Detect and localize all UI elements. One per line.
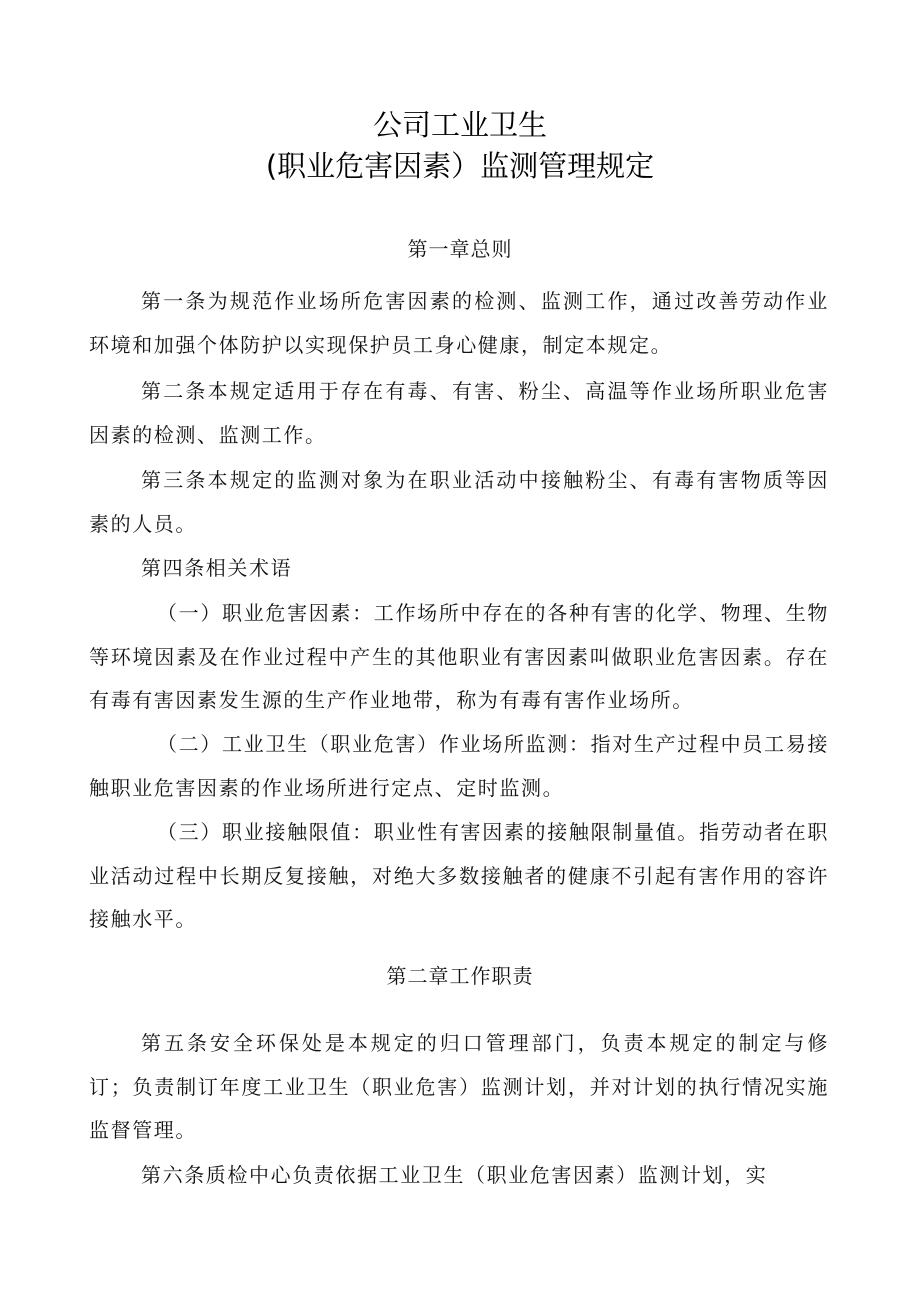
- term-3: （三）职业接触限值：职业性有害因素的接触限制量值。指劳动者在职业活动过程中长期反复接触，对绝大多数接触者的健康不引起有害作用的容许接触水平。: [89, 820, 829, 931]
- article-5: 第五条安全环保处是本规定的归口管理部门，负责本规定的制定与修订；负责制订年度工业卫生（职业危害）监测计划，并对计划的执行情况实施监督管理。: [89, 1031, 829, 1142]
- document-title-line2: (职业危害因素）监测管理规定: [265, 149, 655, 183]
- term-1: （一）职业危害因素：工作场所中存在的各种有害的化学、物理、生物等环境因素及在作业过程中产生的其他职业有害因素叫做职业危害因素。存在有毒有害因素发生源的生产作业地带，称为有毒有害作业场所。: [89, 601, 829, 712]
- article-1: 第一条为规范作业场所危害因素的检测、监测工作，通过改善劳动作业环境和加强个体防护以实现保护员工身心健康，制定本规定。: [89, 289, 829, 357]
- document-title-line1: 公司工业卫生: [372, 108, 547, 142]
- article-2: 第二条本规定适用于存在有毒、有害、粉尘、高温等作业场所职业危害因素的检测、监测工作。: [89, 379, 829, 447]
- article-6: 第六条质检中心负责依据工业卫生（职业危害因素）监测计划，实: [141, 1163, 768, 1187]
- article-4: 第四条相关术语: [141, 556, 293, 580]
- term-2: （二）工业卫生（职业危害）作业场所监测：指对生产过程中员工易接触职业危害因素的作业场所进行定点、定时监测。: [89, 732, 829, 800]
- chapter1-heading: 第一章总则: [407, 237, 513, 261]
- chapter2-heading: 第二章工作职责: [386, 964, 534, 988]
- article-3: 第三条本规定的监测对象为在职业活动中接触粉尘、有毒有害物质等因素的人员。: [89, 468, 829, 536]
